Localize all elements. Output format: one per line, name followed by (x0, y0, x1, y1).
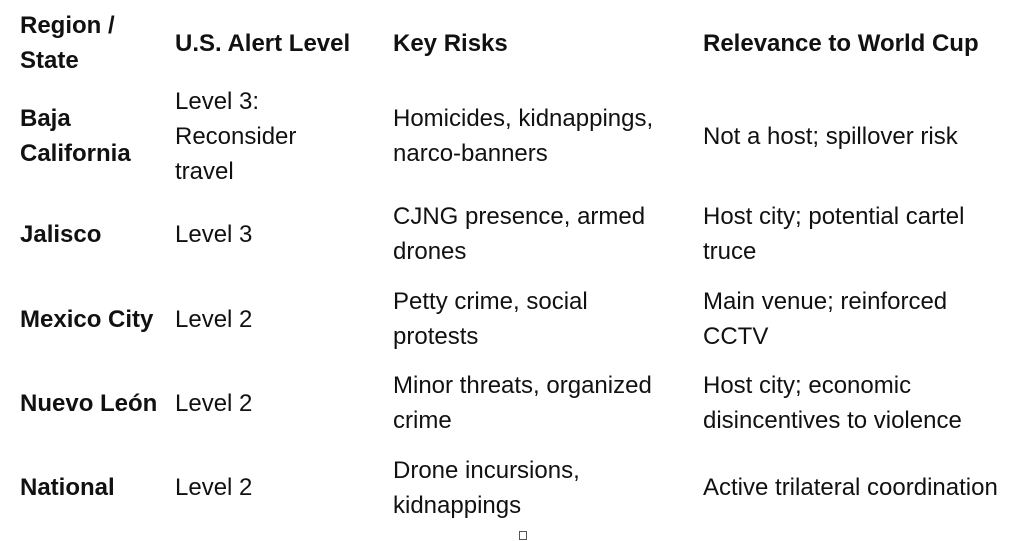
table-row (10, 81, 1024, 191)
row-region: Mexico City (20, 305, 154, 333)
row-relevance: Main venue; reinforced CCTV (703, 288, 948, 350)
row-key-risks: Homicides, kidnappings, narco-banners (393, 105, 654, 167)
header-region: Region / State (20, 12, 115, 74)
row-region: National (20, 474, 115, 501)
row-relevance: Host city; economic disincentives to violence (703, 372, 962, 434)
row-key-risks: Minor threats, organized crime (393, 372, 652, 434)
row-relevance: Active trilateral coordination (703, 474, 998, 501)
text-cursor-icon (519, 531, 527, 540)
header-relevance: Relevance to World Cup (703, 29, 979, 57)
row-key-risks: Petty crime, social protests (393, 288, 588, 350)
row-key-risks: Drone incursions, kidnappings (393, 456, 580, 519)
row-relevance: Host city; potential cartel truce (703, 203, 965, 265)
row-region: Nuevo León (20, 389, 158, 417)
row-alert-level: Level 3: Reconsider travel (175, 87, 297, 185)
row-alert-level: Level 2 (175, 474, 253, 501)
row-relevance: Not a host; spillover risk (703, 122, 958, 150)
table-header-row (10, 5, 1024, 81)
header-alert-level: U.S. Alert Level (175, 29, 351, 57)
row-alert-level: Level 2 (175, 389, 253, 417)
table-row (10, 191, 1024, 277)
row-alert-level: Level 2 (175, 305, 253, 333)
row-region: Baja California (20, 105, 131, 167)
table-row (10, 361, 1024, 445)
row-key-risks: CJNG presence, armed drones (393, 203, 646, 265)
row-alert-level: Level 3 (175, 220, 253, 248)
table-row (10, 445, 1024, 530)
header-key-risks: Key Risks (393, 29, 508, 57)
table-row (10, 277, 1024, 361)
row-region: Jalisco (20, 220, 102, 248)
risk-table (10, 5, 1024, 530)
